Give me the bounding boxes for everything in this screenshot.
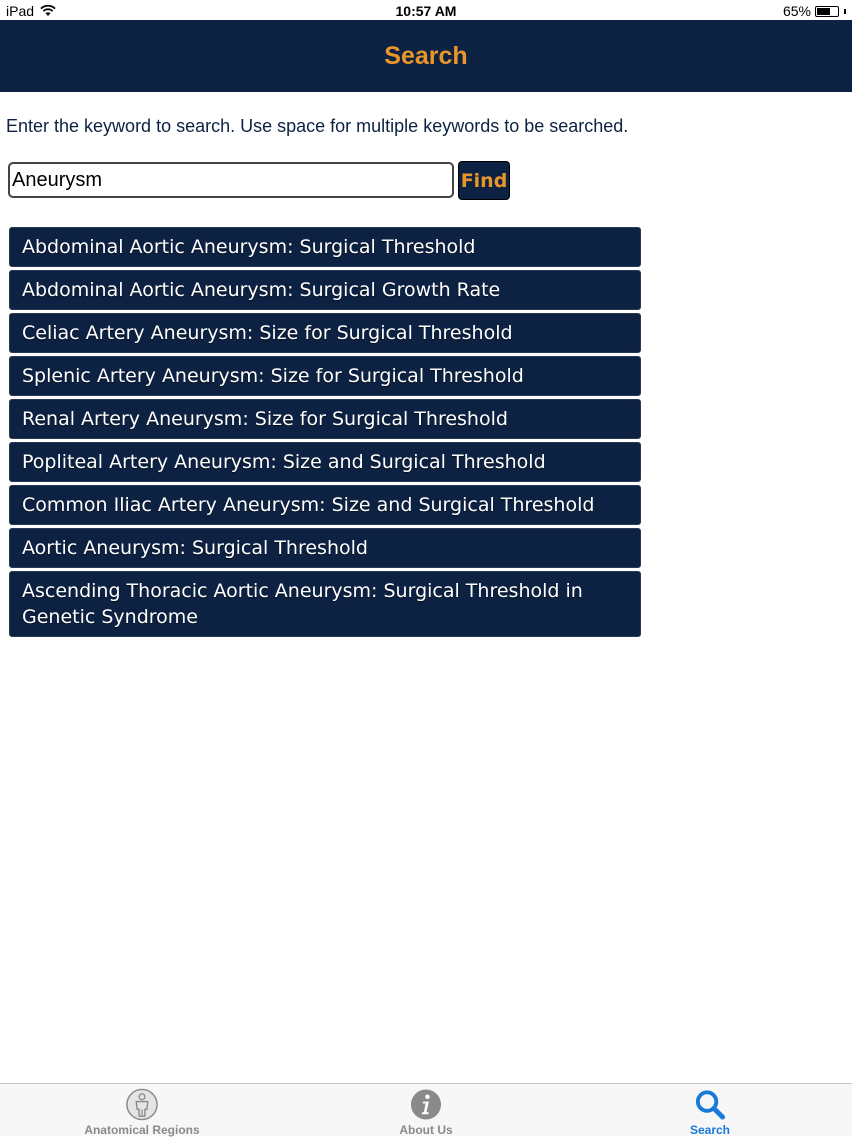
result-item[interactable]: Aortic Aneurysm: Surgical Threshold (9, 528, 641, 568)
tab-about-us[interactable] (376, 1084, 476, 1137)
search-icon (693, 1088, 727, 1121)
battery-icon (815, 6, 839, 17)
results-list (9, 227, 641, 637)
tab-bar (0, 1083, 852, 1136)
battery-tip (844, 9, 846, 14)
tab-anatomical-regions[interactable] (82, 1084, 202, 1137)
result-item[interactable]: Ascending Thoracic Aortic Aneurysm: Surgical Threshold in Genetic Syndrome (9, 571, 641, 637)
body-icon (125, 1088, 159, 1121)
find-button[interactable]: Find (458, 161, 510, 200)
result-item[interactable]: Abdominal Aortic Aneurysm: Surgical Growth Rate (9, 270, 641, 310)
status-right (783, 3, 846, 19)
tab-label: Anatomical Regions (84, 1123, 200, 1137)
search-instructions: Enter the keyword to search. Use space for multiple keywords to be searched. (6, 116, 629, 136)
status-time: 10:57 AM (395, 3, 457, 19)
result-item[interactable]: Popliteal Artery Aneurysm: Size and Surgical Threshold (9, 442, 641, 482)
status-bar (0, 0, 852, 22)
wifi-icon (40, 5, 56, 17)
result-item[interactable]: Abdominal Aortic Aneurysm: Surgical Threshold (9, 227, 641, 267)
nav-bar (0, 20, 852, 92)
battery-percent: 65% (782, 3, 811, 19)
tab-search[interactable] (670, 1084, 750, 1137)
page-title: Search (384, 41, 468, 70)
result-item[interactable]: Celiac Artery Aneurysm: Size for Surgical Threshold (9, 313, 641, 353)
tab-label: Search (689, 1123, 731, 1137)
battery-fill (817, 8, 830, 15)
result-item[interactable]: Splenic Artery Aneurysm: Size for Surgical Threshold (9, 356, 641, 396)
result-item[interactable]: Renal Artery Aneurysm: Size for Surgical Threshold (9, 399, 641, 439)
search-input[interactable] (8, 162, 454, 198)
device-name: iPad (6, 3, 35, 19)
tab-label: About Us (399, 1123, 453, 1137)
info-icon (409, 1088, 443, 1121)
status-left (6, 3, 56, 19)
result-item[interactable]: Common Iliac Artery Aneurysm: Size and Surgical Threshold (9, 485, 641, 525)
